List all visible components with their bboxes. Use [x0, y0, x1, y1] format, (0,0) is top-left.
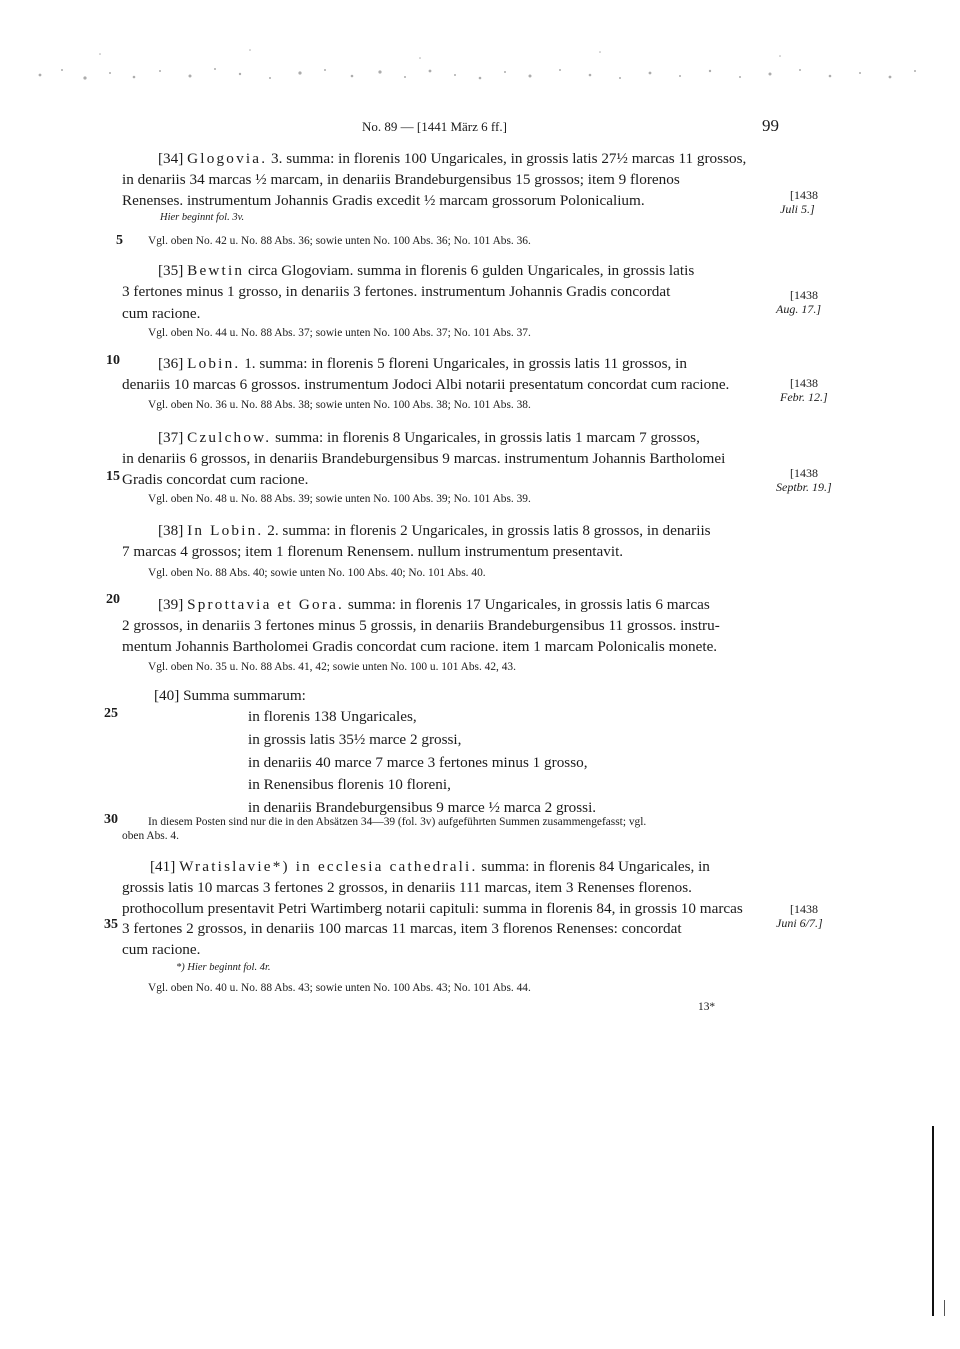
line-number-10: 10: [106, 353, 120, 368]
entry-37-line-1: [37] Czulchow. summa: in florenis 8 Ungaricales, in grossis latis 1 marcam 7 grossos,: [158, 429, 700, 446]
summa-line-3: in denariis 40 marce 7 marce 3 fertones minus 1 grosso,: [248, 754, 588, 771]
place-name: Czulchow.: [187, 429, 272, 446]
entry-41-line-4: 3 fertones 2 grossos, in denariis 100 marcas 11 marcas, item 3 florenos Renenses: concordat: [122, 920, 682, 937]
entry-37-reference: Vgl. oben No. 48 u. No. 88 Abs. 39; sowie unten No. 100 Abs. 39; No. 101 Abs. 39.: [148, 493, 531, 505]
scan-edge-line: [932, 1126, 934, 1316]
entry-37-date-margin: [1438 Septbr. 19.]: [776, 466, 832, 494]
scan-edge-mark: [944, 1300, 945, 1316]
place-name: Glogovia.: [187, 150, 268, 167]
place-name: Wratislavie*) in ecclesia cathedrali.: [179, 858, 478, 875]
entry-36-date-margin: [1438 Febr. 12.]: [780, 376, 828, 404]
entry-35-date-margin: [1438 Aug. 17.]: [776, 288, 821, 316]
summa-line-5: in denariis Brandeburgensibus 9 marce ½ marca 2 grossi.: [248, 799, 597, 816]
entry-41-line-5: cum racione.: [122, 941, 201, 958]
entry-41-date-margin: [1438 Juni 6/7.]: [776, 902, 823, 930]
entry-40-note-line-1: In diesem Posten sind nur die in den Absätzen 34—39 (fol. 3v) aufgeführten Summen zusammengefasst; vgl.: [148, 816, 647, 828]
entry-34-note: Hier beginnt fol. 3v.: [160, 212, 245, 223]
place-name: Sprottavia et Gora.: [187, 596, 345, 613]
line-number-15: 15: [106, 469, 120, 484]
entry-36-line-1: [36] Lobin. 1. summa: in florenis 5 floreni Ungaricales, in grossis latis 11 grossos, in: [158, 355, 687, 372]
running-header: No. 89 — [1441 März 6 ff.]: [362, 119, 507, 134]
place-name: Bewtin: [187, 262, 245, 279]
entry-35-line-2: 3 fertones minus 1 grosso, in denariis 3 fertones. instrumentum Johannis Gradis concordat: [122, 283, 671, 300]
page-number: 99: [762, 116, 779, 135]
entry-37-line-2: in denariis 6 grossos, in denariis Brandeburgensibus 9 marcas. instrumentum Johannis Bartholomei: [122, 450, 726, 467]
entry-34-line-2: in denariis 34 marcas ½ marcam, in denariis Brandeburgensibus 15 grossos; item 9 florenos: [122, 171, 680, 188]
entry-39-line-3: mentum Johannis Bartholomei Gradis concordat cum racione. item 1 marcam Polonicalis monete.: [122, 638, 718, 655]
line-number-35: 35: [104, 917, 118, 932]
entry-39-line-1: [39] Sprottavia et Gora. summa: in florenis 17 Ungaricales, in grossis latis 6 marcas: [158, 596, 710, 613]
entry-41-line-3: prothocollum presentavit Petri Wartimberg notarii capituli: summa in florenis 84, in grossis 10 marcas: [122, 900, 743, 917]
entry-34-reference: Vgl. oben No. 42 u. No. 88 Abs. 36; sowie unten No. 100 Abs. 36; No. 101 Abs. 36.: [148, 235, 531, 247]
entry-37-line-3: Gradis concordat cum racione.: [122, 471, 309, 488]
entry-35-line-1: [35] Bewtin circa Glogoviam. summa in florenis 6 gulden Ungaricales, in grossis latis: [158, 262, 695, 279]
place-name: Lobin.: [187, 355, 241, 372]
signature-mark: 13*: [698, 1001, 716, 1013]
entry-41-line-1: [41] Wratislavie*) in ecclesia cathedrali. summa: in florenis 84 Ungaricales, in: [150, 858, 710, 875]
entry-34-date-margin: [1438 Juli 5.]: [780, 188, 818, 216]
entry-34-line-3: Renenses. instrumentum Johannis Gradis excedit ½ marcam grossorum Polonicalium.: [122, 192, 645, 209]
entry-41-reference: Vgl. oben No. 40 u. No. 88 Abs. 43; sowie unten No. 100 Abs. 43; No. 101 Abs. 44.: [148, 982, 531, 994]
line-number-20: 20: [106, 592, 120, 607]
entry-35-reference: Vgl. oben No. 44 u. No. 88 Abs. 37; sowie unten No. 100 Abs. 37; No. 101 Abs. 37.: [148, 327, 531, 339]
entry-36-line-2: denariis 10 marcas 6 grossos. instrumentum Jodoci Albi notarii presentatum concordat cum racione.: [122, 376, 730, 393]
entry-34-line-1: [34] Glogovia. 3. summa: in florenis 100 Ungaricales, in grossis latis 27½ marcas 11 grossos,: [158, 150, 747, 167]
line-number-30: 30: [104, 812, 118, 827]
entry-41-line-2: grossis latis 10 marcas 3 fertones 2 grossos, in denariis 111 marcas, item 3 Renenses florenos.: [122, 879, 692, 896]
summa-line-1: in florenis 138 Ungaricales,: [248, 708, 417, 725]
line-number-5: 5: [116, 233, 123, 248]
entry-36-reference: Vgl. oben No. 36 u. No. 88 Abs. 38; sowie unten No. 100 Abs. 38; No. 101 Abs. 38.: [148, 399, 531, 411]
entry-40-note-line-2: oben Abs. 4.: [122, 830, 179, 842]
summa-line-4: in Renensibus florenis 10 floreni,: [248, 776, 451, 793]
entry-41-footnote: *) Hier beginnt fol. 4r.: [176, 962, 271, 973]
entry-38-line-1: [38] In Lobin. 2. summa: in florenis 2 Ungaricales, in grossis latis 8 grossos, in denariis: [158, 522, 711, 539]
entry-40-title: [40] Summa summarum:: [154, 687, 306, 704]
entry-38-reference: Vgl. oben No. 88 Abs. 40; sowie unten No. 100 Abs. 40; No. 101 Abs. 40.: [148, 567, 486, 579]
summa-line-2: in grossis latis 35½ marce 2 grossi,: [248, 731, 462, 748]
entry-38-line-2: 7 marcas 4 grossos; item 1 florenum Renensem. nullum instrumentum presentavit.: [122, 543, 624, 560]
entry-39-reference: Vgl. oben No. 35 u. No. 88 Abs. 41, 42; sowie unten No. 100 u. 101 Abs. 42, 43.: [148, 661, 516, 673]
place-name: In Lobin.: [187, 522, 264, 539]
line-number-25: 25: [104, 706, 118, 721]
entry-39-line-2: 2 grossos, in denariis 3 fertones minus 5 grossis, in denariis Brandeburgensibus 11 grossos. instru-: [122, 617, 720, 634]
scan-noise: [0, 40, 960, 100]
entry-35-line-3: cum racione.: [122, 305, 201, 322]
